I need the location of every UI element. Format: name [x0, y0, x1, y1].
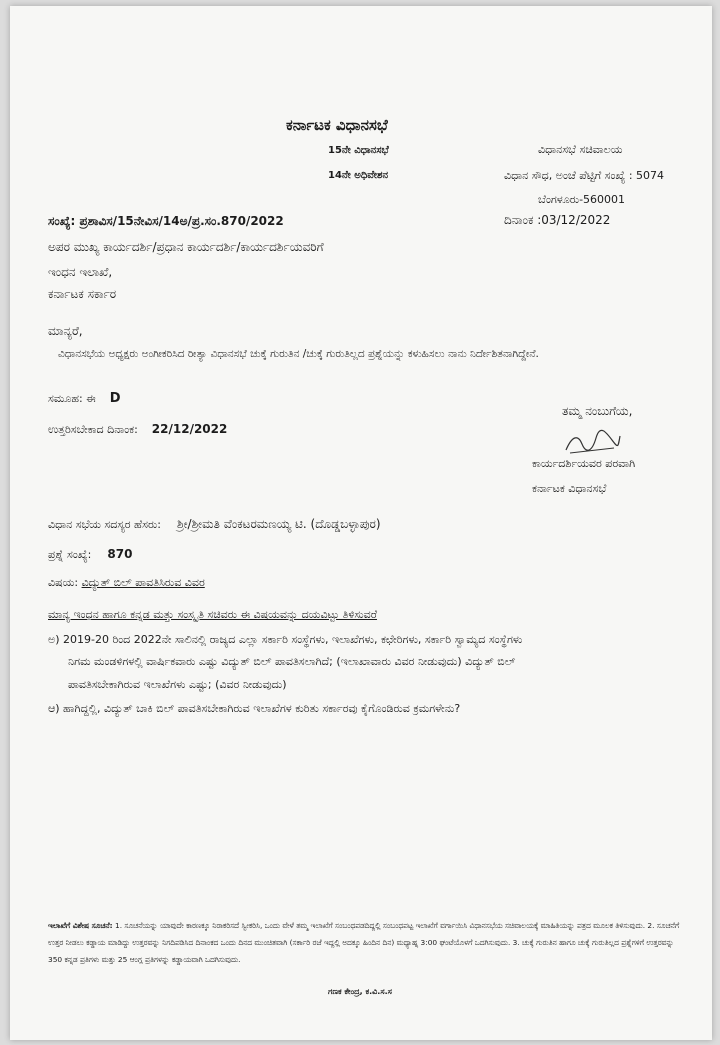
letter-date: ದಿನಾಂಕ :03/12/2022 — [504, 213, 611, 227]
notes-text: 1. ಸೂಚನೆಯನ್ನು ಯಾವುದೇ ಕಾರಣಕ್ಕೂ ನಿರಾಕರಿಸದೆ ಸ್ವೀಕರಿಸಿ, ಒಂದು ವೇಳೆ ತಮ್ಮ ಇಲಾಖೆಗೆ ಸಂಬಂಧಪಡದಿದ್ದಲ್ಲಿ ಸಂಬಂಧಪಟ್ಟ ಇಲಾಖೆಗೆ ವರ್ಗಾಯಿಸಿ ವಿಧಾನಸಭೆಯ ಸಚಿವಾಲಯಕ್ಕೆ ಮಾಹಿತಿಯನ್ನು ಪತ್ರದ ಮೂಲಕ ತಿಳಿಸುವುದು. 2. ಸೂಚನೆಗೆ ಉತ್ತರ ನೀಡಲು ಕಡ್ಡಾಯ ಮಾಡಿದ್ದು ಉತ್ತರವನ್ನು ನಿಗದಿಪಡಿಸಿದ ದಿನಾಂಕದ ಒಂದು ದಿನದ ಮುಂಚಿತವಾಗಿ (ಸರ್ಕಾರಿ ರಜೆ ಇದ್ದಲ್ಲಿ ಅದಕ್ಕೂ ಹಿಂದಿನ ದಿನ) ಮಧ್ಯಾಹ್ನ 3:00 ಘಂಟೆಯೊಳಗೆ ಒದಗಿಸುವುದು. 3. ಚುಕ್ಕೆ ಗುರುತಿನ ಹಾಗೂ ಚುಕ್ಕೆ ಗುರುತಿಲ್ಲದ ಪ್ರಶ್ನೆಗಳಿಗೆ ಉತ್ತರವನ್ನು 350 ಕನ್ನಡ ಪ್ರತಿಗಳು ಮತ್ತು 25 ಆಂಗ್ಲ ಪ್ರತಿಗಳನ್ನು ಕಡ್ಡಾಯವಾಗಿ ಒದಗಿಸುವುದು. — [48, 921, 680, 964]
question-part-a-line-2: ನಿಗಮ ಮಂಡಳಿಗಳಲ್ಲಿ ವಾರ್ಷಿಕವಾರು ಎಷ್ಟು ವಿದ್ಯುತ್ ಬಿಲ್ ಪಾವತಿಸಲಾಗಿದೆ; (ಇಲಾಖಾವಾರು ವಿವರ ನೀಡುವುದು) ವಿದ್ಯುತ್ ಬಿಲ್ — [68, 655, 516, 668]
minister-line: ಮಾನ್ಯ ಇಂಧನ ಹಾಗೂ ಕನ್ನಡ ಮತ್ತು ಸಂಸ್ಕೃತಿ ಸಚಿವರು ಈ ವಿಷಯವನ್ನು ದಯವಿಟ್ಟು ತಿಳಿಸುವರೆ — [48, 608, 378, 621]
reference-number: ಸಂಖ್ಯೆ: ಪ್ರಶಾವಿಸ/15ನೇವಿಸ/14ಅ/ಪ್ರ.ಸಂ.870/2022 — [48, 214, 284, 228]
secretariat-name: ವಿಧಾನಸಭೆ ಸಚಿವಾಲಯ — [538, 143, 623, 156]
question-number-row — [48, 547, 132, 562]
addressee-line-3: ಕರ್ನಾಟಕ ಸರ್ಕಾರ — [48, 287, 117, 301]
addressee-line-1: ಅಪರ ಮುಖ್ಯ ಕಾರ್ಯದರ್ಶಿ/ಪ್ರಧಾನ ಕಾರ್ಯದರ್ಶಿ/ಕಾರ್ಯದರ್ಶಿಯವರಿಗೆ — [48, 240, 324, 254]
answer-date-row — [48, 422, 227, 437]
question-part-a-line-3: ಪಾವತಿಸಬೇಕಾಗಿರುವ ಇಲಾಖೆಗಳು ಎಷ್ಟು; (ವಿವರ ನೀಡುವುದು) — [68, 678, 287, 691]
group-value: D — [109, 391, 121, 406]
subject-label: ವಿಷಯ: — [48, 576, 82, 589]
department-notes — [48, 917, 688, 968]
group-row — [48, 391, 121, 406]
question-part-b: ಆ) ಹಾಗಿದ್ದಲ್ಲಿ, ವಿದ್ಯುತ್ ಬಾಕಿ ಬಿಲ್ ಪಾವತಿಸಬೇಕಾಗಿರುವ ಇಲಾಖೆಗಳ ಕುರಿತು ಸರ್ಕಾರವು ಕೈಗೊಂಡಿರುವ ಕ್ರಮಗಳೇನು? — [48, 702, 461, 715]
group-label: ಸಮೂಹ: ಈ — [48, 392, 96, 405]
question-number-value: 870 — [107, 547, 133, 561]
session-number: 14ನೇ ಅಧಿವೇಶನ — [328, 170, 389, 181]
document-page — [10, 6, 712, 1040]
member-name: ಶ್ರೀ/ಶ್ರೀಮತಿ ವೆಂಕಟರಮಣಯ್ಯ ಟಿ. (ದೊಡ್ಡಬಳ್ಳಾಪುರ) — [176, 517, 381, 531]
yours-faithfully: ತಮ್ಮ ನಂಬುಗೆಯ, — [562, 404, 633, 418]
addressee-line-2: ಇಂಧನ ಇಲಾಖೆ, — [48, 265, 113, 279]
member-label: ವಿಧಾನ ಸಭೆಯ ಸದಸ್ಯರ ಹೆಸರು: — [48, 518, 161, 531]
question-part-a-line-1: ಅ) 2019-20 ರಿಂದ 2022ನೇ ಸಾಲಿನಲ್ಲಿ ರಾಜ್ಯದ ಎಲ್ಲಾ ಸರ್ಕಾರಿ ಸಂಸ್ಥೆಗಳು, ಇಲಾಖೆಗಳು, ಕಛೇರಿಗಳು, ಸರ್ಕಾರಿ ಸ್ವಾಮ್ಯದ ಸಂಸ್ಥೆಗಳು — [48, 633, 523, 646]
answer-date-label: ಉತ್ತರಿಸಬೇಕಾದ ದಿನಾಂಕ: — [48, 423, 138, 436]
for-secretary: ಕಾರ್ಯದರ್ಶಿಯವರ ಪರವಾಗಿ — [532, 457, 636, 470]
footer-text: ಗಣಕ ಕೇಂದ್ರ, ಕ.ವಿ.ಸ.ಸ — [328, 987, 392, 996]
secretariat-address: ವಿಧಾನ ಸೌಧ, ಅಂಚೆ ಪೆಟ್ಟಿಗೆ ಸಂಖ್ಯೆ : 5074 — [504, 169, 665, 182]
signature-assembly: ಕರ್ನಾಟಕ ವಿಧಾನಸಭೆ — [532, 482, 607, 495]
intro-text: ವಿಧಾನಸಭೆಯ ಅಧ್ಯಕ್ಷರು ಅಂಗೀಕರಿಸಿದ ರೀತ್ಯಾ ವಿಧಾನಸಭೆ ಚುಕ್ಕೆ ಗುರುತಿನ /ಚುಕ್ಕೆ ಗುರುತಿಲ್ಲದ ಪ್ರಶ್ನೆಯನ್ನು ಕಳುಹಿಸಲು ನಾನು ನಿರ್ದೇಶಿತನಾಗಿದ್ದೇನೆ. — [58, 348, 539, 360]
answer-date-value: 22/12/2022 — [151, 422, 228, 436]
document-title: ಕರ್ನಾಟಕ ವಿಧಾನಸಭೆ — [286, 116, 388, 134]
secretariat-city: ಬೆಂಗಳೂರು-560001 — [538, 193, 626, 206]
assembly-number: 15ನೇ ವಿಧಾನಸಭೆ — [328, 145, 389, 156]
member-row — [48, 517, 381, 532]
signature-image — [562, 426, 622, 458]
subject-row — [48, 576, 205, 590]
salutation: ಮಾನ್ಯರೆ, — [48, 324, 83, 338]
notes-label: ಇಲಾಖೆಗೆ ವಿಶೇಷ ಸೂಚನೆ: — [48, 921, 113, 930]
subject-value: ವಿದ್ಯುತ್ ಬಿಲ್ ಪಾವತಿಸಿರುವ ವಿವರ — [81, 576, 205, 589]
question-number-label: ಪ್ರಶ್ನೆ ಸಂಖ್ಯೆ: — [48, 548, 92, 561]
